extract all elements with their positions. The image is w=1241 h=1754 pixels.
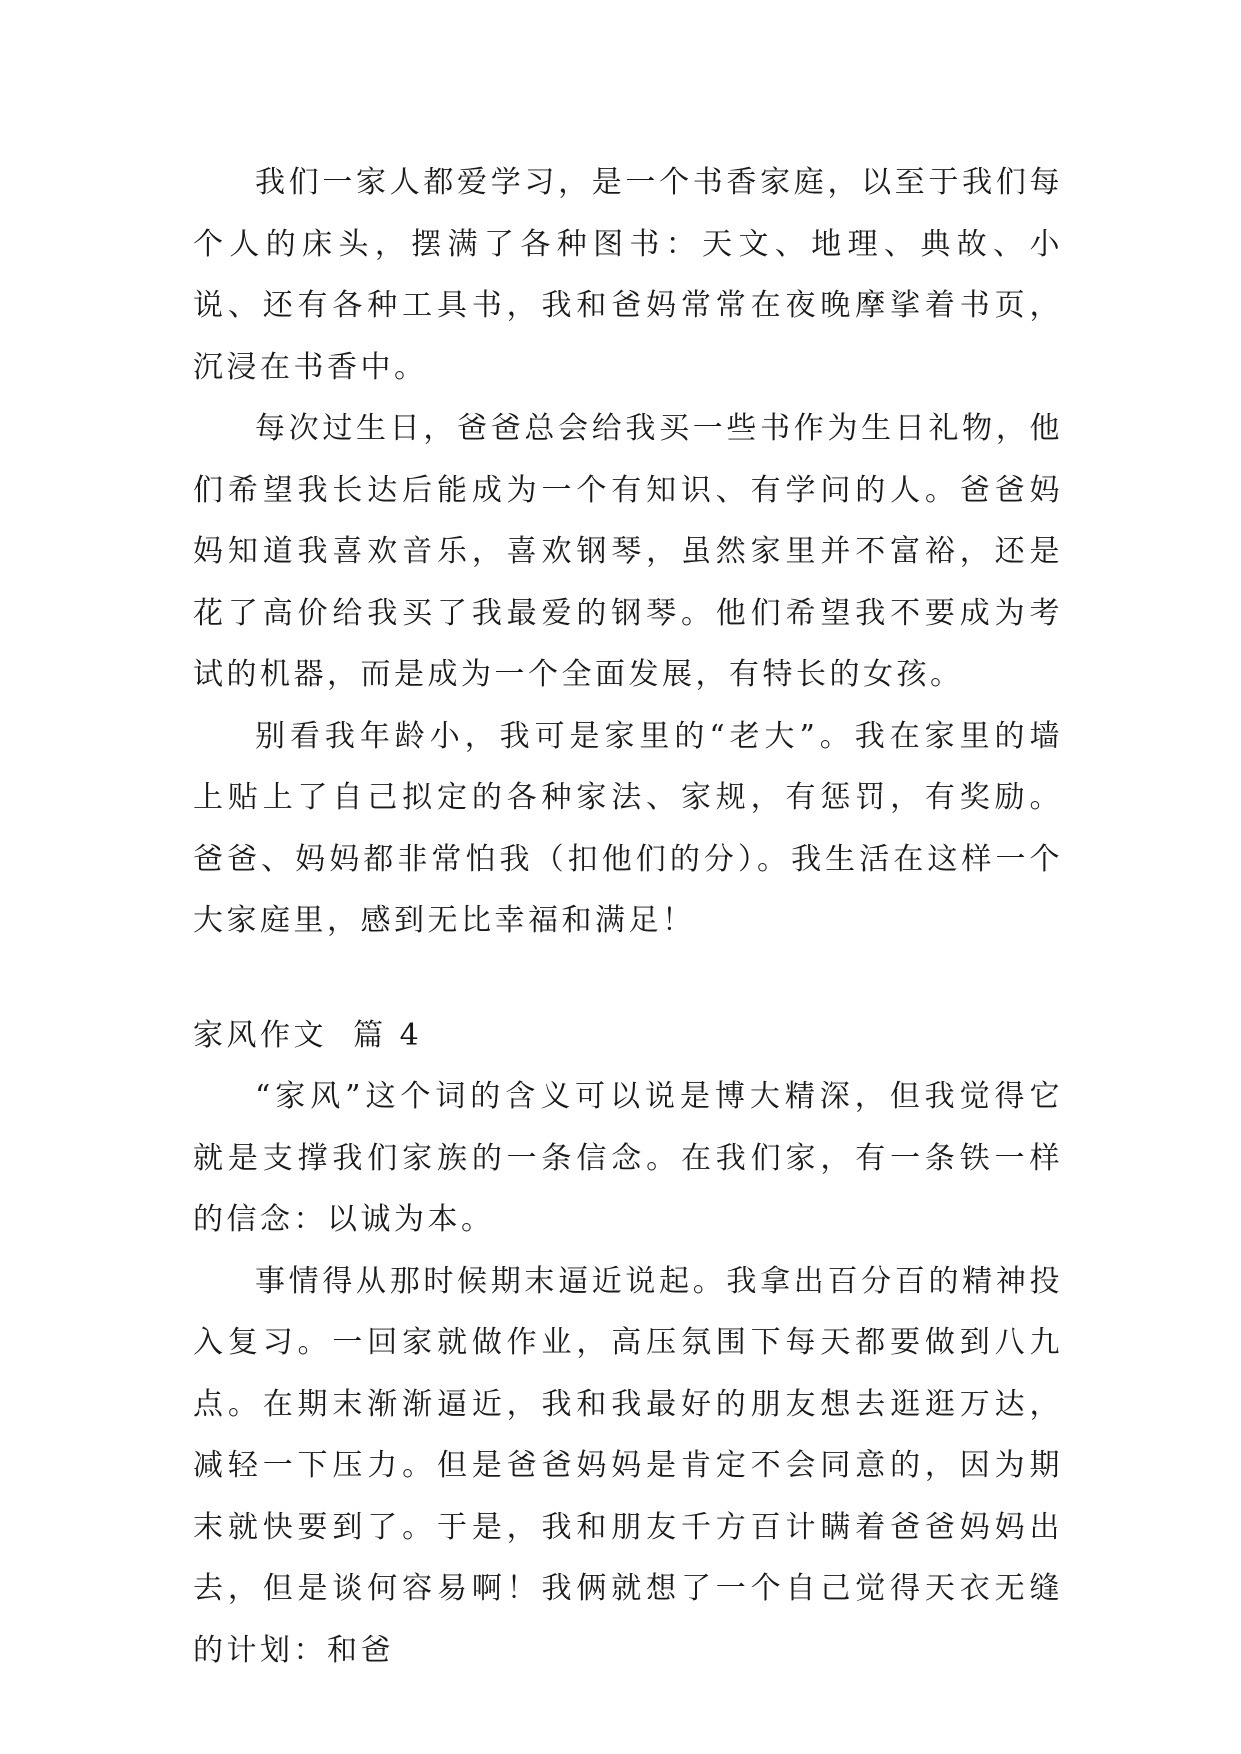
paragraph: 我们一家人都爱学习，是一个书香家庭，以至于我们每个人的床头，摆满了各种图书：天文、地理、典故、小说、还有各种工具书，我和爸妈常常在夜晚摩挲着书页，沉浸在书香中。 — [193, 165, 1063, 385]
paragraph: 每次过生日，爸爸总会给我买一些书作为生日礼物，他们希望我长达后能成为一个有知识、有学问的人。爸爸妈妈知道我喜欢音乐，喜欢钢琴，虽然家里并不富裕，还是花了高价给我买了我最爱的钢琴。他们希望我不要成为考试的机器，而是成为一个全面发展，有特长的女孩。 — [193, 411, 1063, 692]
paragraph: 事情得从那时候期末逼近说起。我拿出百分百的精神投入复习。一回家就做作业，高压氛围下每天都要做到八九点。在期末渐渐逼近，我和我最好的朋友想去逛逛万达，减轻一下压力。但是爸爸妈妈是肯定不会同意的，因为期末就快要到了。于是，我和朋友千方百计瞒着爸爸妈妈出去，但是谈何容易啊！我俩就想了一个自己觉得天衣无缝的计划：和爸 — [193, 1263, 1063, 1668]
paragraph: “家风”这个词的含义可以说是博大精深，但我觉得它就是支撑我们家族的一条信念。在我们家，有一条铁一样的信念：以诚为本。 — [193, 1079, 1063, 1237]
paragraph: 别看我年龄小，我可是家里的“老大”。我在家里的墙上贴上了自己拟定的各种家法、家规，有惩罚，有奖励。爸爸、妈妈都非常怕我（扣他们的分）。我生活在这样一个大家庭里，感到无比幸福和满足！ — [193, 718, 1063, 938]
section-heading: 家风作文 篇 4 — [193, 1017, 423, 1053]
document-body — [193, 152, 1063, 1681]
